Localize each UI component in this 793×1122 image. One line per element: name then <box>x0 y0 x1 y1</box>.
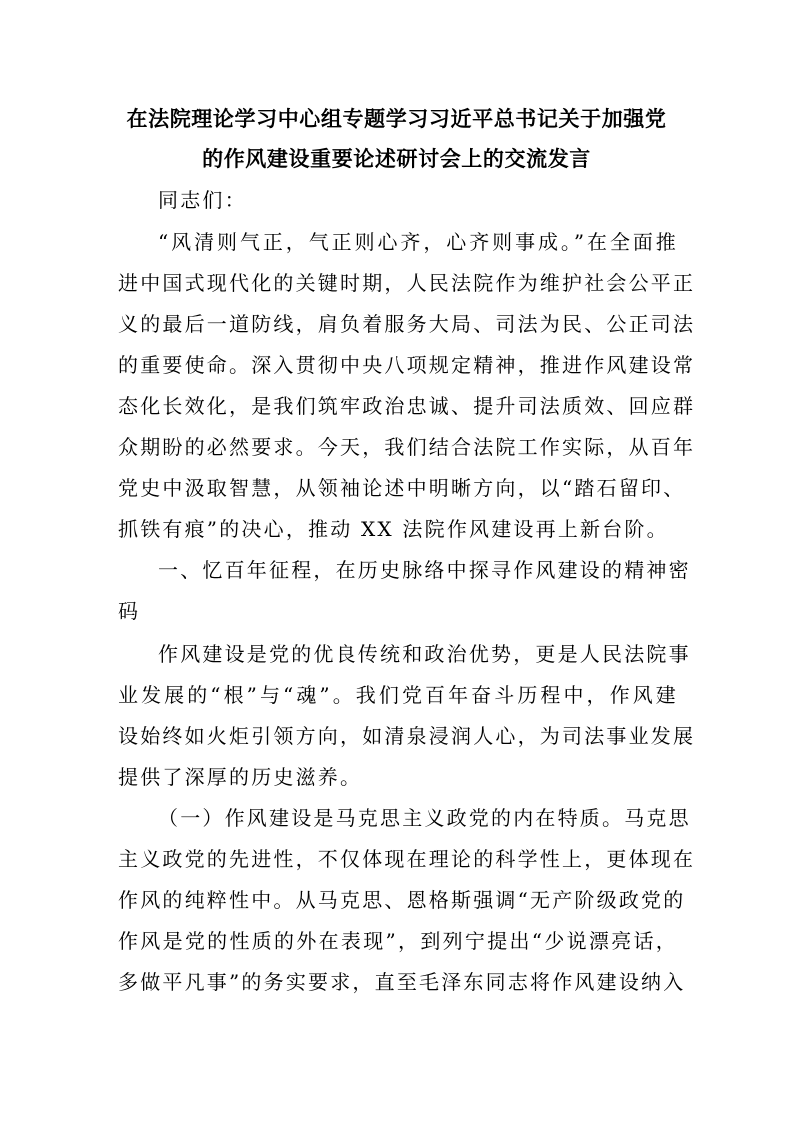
document-title-line-1: 在法院理论学习中心组专题学习习近平总书记关于加强党 <box>126 106 667 131</box>
paragraph-1-line-4: 的重要使命。深入贯彻中央八项规定精神，推进作风建设常 <box>118 353 696 377</box>
paragraph-1-line-5: 态化长效化，是我们筑牢政治忠诚、提升司法质效、回应群 <box>118 394 696 418</box>
paragraph-4-line-5: 多做平凡事”的务实要求，直至毛泽东同志将作风建设纳入 <box>118 970 686 994</box>
paragraph-1-line-2: 进中国式现代化的关键时期，人民法院作为维护社会公平正 <box>118 271 696 295</box>
paragraph-1-line-6: 众期盼的必然要求。今天，我们结合法院工作实际，从百年 <box>118 435 696 459</box>
paragraph-4-line-1: （一）作风建设是马克思主义政党的内在特质。马克思 <box>158 806 691 830</box>
paragraph-1-line-8: 抓铁有痕”的决心，推动 XX 法院作风建设再上新台阶。 <box>118 517 669 541</box>
paragraph-3-line-1: 作风建设是党的优良传统和政治优势，更是人民法院事 <box>158 642 691 666</box>
paragraph-4-line-4: 作风是党的性质的外在表现”，到列宁提出“少说漂亮话， <box>118 929 678 953</box>
paragraph-3-line-4: 提供了深厚的历史滋养。 <box>118 765 363 789</box>
paragraph-3-line-3: 设始终如火炬引领方向，如清泉浸润人心，为司法事业发展 <box>118 724 696 748</box>
document-title-line-2: 的作风建设重要论述研讨会上的交流发言 <box>202 146 591 171</box>
paragraph-4-line-2: 主义政党的先进性，不仅体现在理论的科学性上，更体现在 <box>118 847 696 871</box>
paragraph-1-line-3: 义的最后一道防线，肩负着服务大局、司法为民、公正司法 <box>118 312 696 336</box>
section-heading-1-line-1: 一、忆百年征程，在历史脉络中探寻作风建设的精神密 <box>158 558 691 582</box>
paragraph-4-line-3: 作风的纯粹性中。从马克思、恩格斯强调“无产阶级政党的 <box>118 888 686 912</box>
paragraph-1-line-1: “风清则气正，气正则心齐，心齐则事成。”在全面推 <box>158 230 678 254</box>
section-heading-1-line-2: 码 <box>118 599 141 623</box>
paragraph-3-line-2: 业发展的“根”与“魂”。我们党百年奋斗历程中，作风建 <box>118 683 678 707</box>
paragraph-1-line-7: 党史中汲取智慧，从领袖论述中明晰方向，以“踏石留印、 <box>118 476 686 500</box>
salutation: 同志们： <box>158 188 247 212</box>
